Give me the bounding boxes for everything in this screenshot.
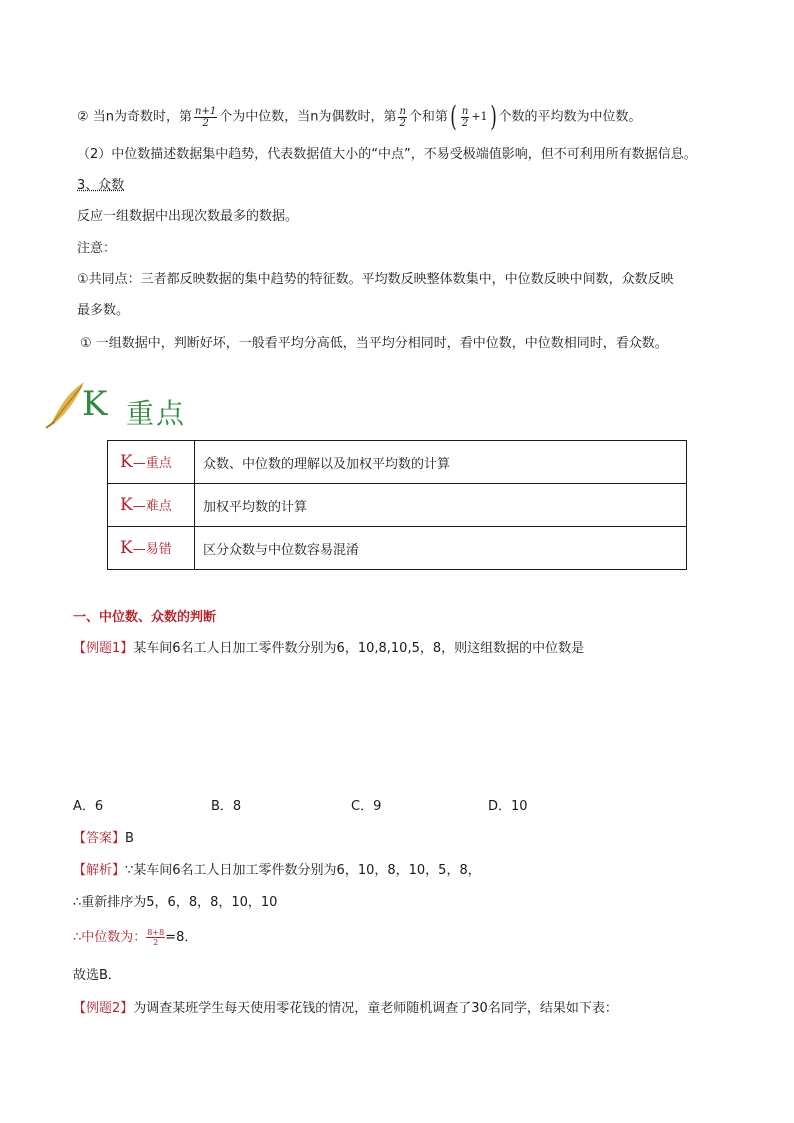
example2 [73, 999, 618, 1019]
median-note: （2）中位数描述数据集中趋势，代表数据值大小的“中点”，不易受极端值影响，但不可利用所有数据信息。 [77, 147, 697, 162]
answer-value: B [125, 831, 134, 846]
options-row [73, 797, 528, 817]
fraction-even-denominator: 2 [399, 117, 406, 129]
analysis-text1: ∵某车间6名工人日加工零件数分别为6，10，8，10，5，8， [125, 863, 481, 878]
answer-tag: 【答案】 [73, 831, 126, 846]
category-label: —易错 [132, 542, 172, 557]
option-c: C．9 [351, 799, 382, 814]
part1-heading: 一、中位数、众数的判断 [73, 610, 217, 625]
k-logo-letter: K [82, 384, 108, 424]
key-points-category [108, 527, 195, 570]
answer-line [73, 829, 134, 849]
key-points-title: 重点 [126, 397, 187, 430]
analysis-line1 [73, 861, 481, 881]
key-points-logo [44, 380, 194, 430]
median-rule-mid1: 个为中位数，当n为偶数时，第 [219, 109, 397, 125]
fraction-even-2 [461, 106, 469, 129]
note1-line1: ①共同点：三者都反映数据的集中趋势的特征数。平均数反映整体数集中，中位数反映中间数，众数反映 [77, 272, 674, 287]
example2-tag: 【例题2】 [73, 1001, 134, 1016]
example1 [73, 639, 584, 659]
median-rule-suffix: 个数的平均数为中位数。 [498, 109, 642, 125]
fraction-odd-numerator: n+1 [195, 105, 217, 117]
median-rule-line [77, 102, 642, 132]
median-rule-mid2: 个和第 [408, 109, 448, 125]
category-label: —重点 [132, 456, 172, 471]
key-points-content: 加权平均数的计算 [195, 484, 687, 527]
analysis-text3-prefix: ∴中位数为： [73, 930, 147, 945]
example2-text: 为调查某班学生每天使用零花钱的情况，童老师随机调查了30名同学，结果如下表： [133, 1001, 618, 1016]
key-points-row [108, 527, 687, 570]
analysis-line3 [73, 928, 197, 948]
analysis-fraction-denominator: 2 [153, 938, 159, 947]
analysis-line2: ∴重新排序为5，6，8，8，10，10 [73, 895, 278, 910]
option-b: B．8 [211, 799, 242, 814]
analysis-text3-suffix: =8． [165, 930, 198, 945]
plus-one: +1 [471, 110, 488, 123]
fraction-even2-numerator: n [461, 105, 469, 117]
note-label: 注意： [77, 241, 117, 256]
fraction-odd-denominator: 2 [202, 117, 209, 129]
option-a: A．6 [73, 799, 104, 814]
right-paren: ) [489, 100, 497, 133]
key-points-table [107, 440, 687, 570]
example1-tag: 【例题1】 [73, 641, 134, 656]
analysis-tag: 【解析】 [73, 863, 126, 878]
fraction-even2-denominator: 2 [461, 117, 469, 129]
fraction-even-numerator: n [399, 105, 406, 117]
mode-heading: 3、众数 [77, 178, 125, 193]
fraction-even [398, 106, 406, 129]
analysis-fraction-numerator: 8+8 [147, 928, 165, 937]
category-label: —难点 [132, 499, 172, 514]
fraction-odd [194, 106, 217, 129]
left-paren: ( [450, 100, 457, 133]
key-points-category [108, 441, 195, 484]
key-points-content: 众数、中位数的理解以及加权平均数的计算 [195, 441, 687, 484]
example1-text: 某车间6名工人日加工零件数分别为6，10,8,10,5，8，则这组数据的中位数是 [133, 641, 585, 656]
note2: ① 一组数据中，判断好坏，一般看平均分高低，当平均分相同时，看中位数，中位数相同时，看众数。 [80, 336, 668, 351]
key-points-row [108, 484, 687, 527]
median-rule-prefix: ② 当n为奇数时，第 [77, 109, 193, 125]
analysis-line4: 故选B． [73, 968, 121, 983]
mode-definition: 反应一组数据中出现次数最多的数据。 [77, 209, 299, 224]
note1-line2: 最多数。 [77, 303, 130, 318]
key-points-row [108, 441, 687, 484]
analysis-fraction [146, 928, 165, 947]
key-points-category [108, 484, 195, 527]
k-letter: K [120, 538, 133, 558]
key-points-content: 区分众数与中位数容易混淆 [195, 527, 687, 570]
k-letter: K [120, 495, 133, 515]
k-letter: K [120, 452, 133, 472]
option-d: D．10 [488, 799, 528, 814]
